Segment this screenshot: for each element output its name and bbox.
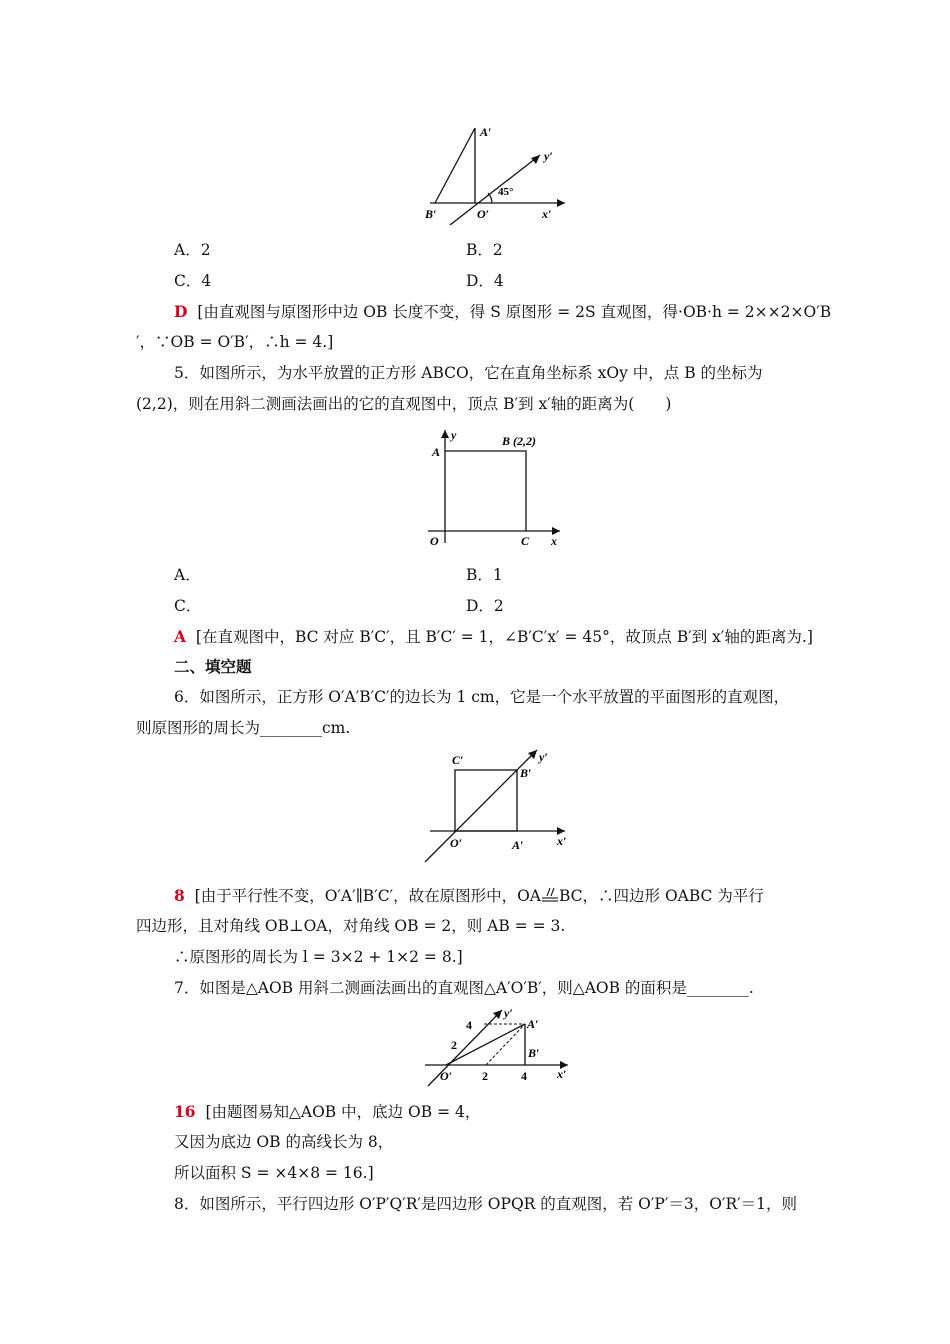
label-a: A <box>432 445 441 459</box>
q5-option-b: B．1 <box>466 566 503 584</box>
q6-line1: 6．如图所示，正方形 O′A′B′C′的边长为 1 cm，它是一个水平放置的平面图形的直观图， <box>174 688 790 706</box>
figure-square-abco <box>420 425 570 550</box>
label-angle: 45° <box>498 186 514 198</box>
answer-6-line1 <box>174 884 764 906</box>
answer-7-line1 <box>174 1100 480 1122</box>
answer-6-line3: ∴原图形的周长为 l = 3×2 + 1×2 = 8.] <box>174 948 463 966</box>
label-a: A′ <box>512 838 524 852</box>
label-a: A′ <box>480 125 492 139</box>
label-o: O′ <box>450 836 463 850</box>
q4-option-b: B．2 <box>466 241 503 259</box>
answer-4-line1 <box>174 300 831 322</box>
label-c: C′ <box>452 753 464 767</box>
answer-4-line2: ′，∵OB = O′B′，∴h = 4.] <box>136 333 334 351</box>
answer-4-text: [由直观图与原图形中边 OB 长度不变，得 S 原图形 = 2S 直观图，得·OB·h = 2××2×O′B <box>197 303 832 321</box>
figure-triangle-aob <box>420 1002 575 1094</box>
label-x: x′ <box>557 1067 567 1081</box>
parallel-equal-symbol <box>541 889 559 905</box>
label-b: B′ <box>528 1046 540 1060</box>
label-y: y <box>451 428 457 442</box>
label-y2: 2 <box>451 1038 457 1052</box>
figure-oblique-triangle <box>420 120 570 225</box>
answer-7-line2: 又因为底边 OB 的高线长为 8， <box>174 1133 394 1151</box>
q4-option-a: A．2 <box>174 241 211 259</box>
label-x: x′ <box>542 207 552 221</box>
y-arrow <box>441 430 449 438</box>
label-y: y′ <box>544 149 553 163</box>
section-title: 二、填空题 <box>174 657 252 676</box>
dashed-diagonal <box>486 1024 525 1065</box>
label-o: O <box>430 534 439 548</box>
answer-6-line2: 四边形，且对角线 OB⊥OA，对角线 OB = 2，则 AB = = 3. <box>136 917 566 935</box>
q6-line2: 则原图形的周长为________cm. <box>136 719 351 737</box>
label-y4: 4 <box>466 1018 472 1032</box>
label-y: y′ <box>539 750 548 764</box>
label-x2: 2 <box>482 1069 488 1083</box>
answer-7-letter: 16 <box>174 1102 196 1121</box>
answer-6-letter: 8 <box>174 886 185 905</box>
o-a-segment <box>446 1024 525 1065</box>
b-a-segment <box>435 128 475 203</box>
label-x: x <box>551 534 557 548</box>
square-edges <box>445 451 526 531</box>
q8-text: 8．如图所示，平行四边形 O′P′Q′R′是四边形 OPQR 的直观图，若 O′P′＝3，O′R′＝1，则 <box>174 1195 797 1213</box>
q5-option-c: C． <box>174 597 202 615</box>
answer-6-text-a: [由于平行性不变，O′A′∥B′C′，故在原图形中，OA <box>194 887 541 905</box>
answer-4-letter: D <box>174 302 188 321</box>
q5-option-d: D．2 <box>466 597 504 615</box>
answer-5 <box>174 625 813 647</box>
answer-6-text-b: BC，∴四边形 OABC 为平行 <box>559 887 764 905</box>
label-b: B′ <box>425 207 437 221</box>
answer-7-line3: 所以面积 S = ×4×8 = 16.] <box>174 1164 374 1182</box>
label-o: O′ <box>440 1069 453 1083</box>
label-x4: 4 <box>521 1069 527 1083</box>
label-o: O′ <box>477 207 490 221</box>
y-arrow <box>531 155 540 164</box>
q4-option-c: C．4 <box>174 272 212 290</box>
figure-square-oabc <box>420 745 575 865</box>
label-y: y′ <box>504 1006 513 1020</box>
label-b: B′ <box>520 766 532 780</box>
q5-line2: (2,2)，则在用斜二测画法画出的它的直观图中，顶点 B′到 x′轴的距离为( ) <box>136 395 672 413</box>
y-axis-line <box>450 155 540 225</box>
answer-5-text: [在直观图中，BC 对应 B′C′，且 B′C′ = 1，∠B′C′x′ = 45°，故顶点 B′到 x′轴的距离为.] <box>195 628 813 646</box>
label-a: A′ <box>527 1017 539 1031</box>
answer-7-text: [由题图易知△AOB 中，底边 OB = 4， <box>205 1103 481 1121</box>
q5-option-a: A． <box>174 566 201 584</box>
label-c: C <box>521 534 530 548</box>
label-b: B (2,2) <box>502 434 536 448</box>
q7-text: 7．如图是△AOB 用斜二测画法画出的直观图△A′O′B′，则△AOB 的面积是________. <box>174 979 754 997</box>
label-x: x′ <box>557 834 567 848</box>
q5-line1: 5．如图所示，为水平放置的正方形 ABCO，它在直角坐标系 xOy 中，点 B 的坐标为 <box>174 364 763 382</box>
answer-5-letter: A <box>174 627 187 646</box>
q4-option-d: D．4 <box>466 272 504 290</box>
x-arrow <box>557 199 565 207</box>
